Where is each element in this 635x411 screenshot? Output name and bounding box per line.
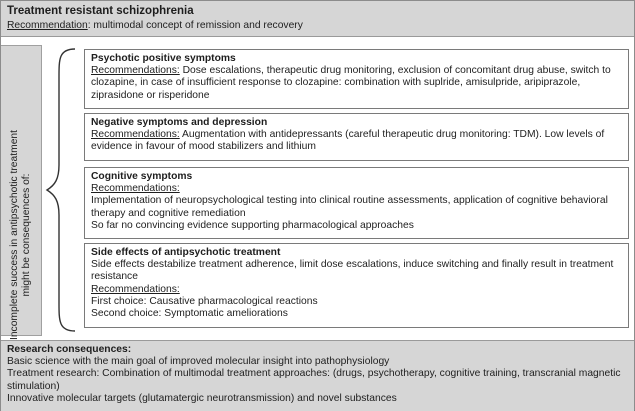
box-side-effects-rec-label: Recommendations: (91, 283, 180, 295)
box-negative-rec-label: Recommendations: (91, 129, 180, 141)
box-side-effects-second-choice: Second choice: Symptomatic ameliorations (91, 308, 288, 320)
box-negative-symptoms (84, 113, 629, 161)
box-cognitive-rec-label: Recommendations: (91, 183, 180, 195)
box-cognitive-line-2: So far no convincing evidence supporting pharmacological approaches (91, 219, 414, 231)
box-psychotic-recommendation (91, 65, 623, 102)
box-psychotic-positive (84, 49, 629, 109)
box-psychotic-title: Psychotic positive symptoms (91, 53, 236, 64)
box-negative-recommendation (91, 129, 623, 153)
header-rec-label: Recommendation (7, 20, 88, 31)
box-side-effects-title: Side effects of antipsychotic treatment (91, 247, 281, 258)
box-side-effects (84, 243, 629, 328)
header-recommendation (7, 20, 303, 32)
diagram-title: Treatment resistant schizophrenia (7, 5, 194, 17)
header (1, 1, 634, 37)
box-negative-title: Negative symptoms and depression (91, 117, 268, 128)
box-cognitive-title: Cognitive symptoms (91, 171, 193, 182)
footer-research (1, 340, 634, 411)
footer-item-3: Innovative molecular targets (glutamatergic neurotransmission) and novel substances (7, 392, 397, 404)
box-side-effects-text: Side effects destabilize treatment adherence, limit dose escalations, induce switching and finally result in treatment resistance (91, 259, 614, 283)
box-side-effects-first-choice: First choice: Causative pharmacological reactions (91, 295, 318, 307)
side-label-line-2: might be consequences of: (21, 173, 33, 297)
box-cognitive-symptoms (84, 167, 629, 239)
box-cognitive-line-1: Implementation of neuropsychological testing into clinical routine assessments, application of cognitive behavioral therapy and cognitive remediation (91, 195, 608, 219)
side-label-line-1: Incomplete success in antipsychotic treatment (9, 129, 20, 341)
footer-item-1: Basic science with the main goal of improved molecular insight into pathophysiology (7, 356, 390, 368)
footer-item-2: Treatment research: Combination of multimodal treatment approaches: (drugs, psychotherapy, cognitive training, transcranial magnetic stimulation) (7, 368, 621, 392)
header-rec-text: : multimodal concept of remission and recovery (87, 20, 303, 31)
box-psychotic-rec-text: Dose escalations, therapeutic drug monitoring, exclusion of concomitant drug abuse, switch to clozapine, in case of insufficient response to clozapine: combination with suplride, amisulpride, aripiprazole, ziprasidone or risperidone (91, 65, 611, 101)
curly-brace (45, 47, 81, 333)
footer-title: Research consequences: (7, 344, 132, 355)
box-negative-rec-text: Augmentation with antidepressants (careful therapeutic drug monitoring: TDM). Low levels of evidence in favour of mood stabilizers and lithium (91, 129, 605, 153)
side-label-panel (1, 45, 42, 341)
box-psychotic-rec-label: Recommendations: (91, 65, 180, 77)
